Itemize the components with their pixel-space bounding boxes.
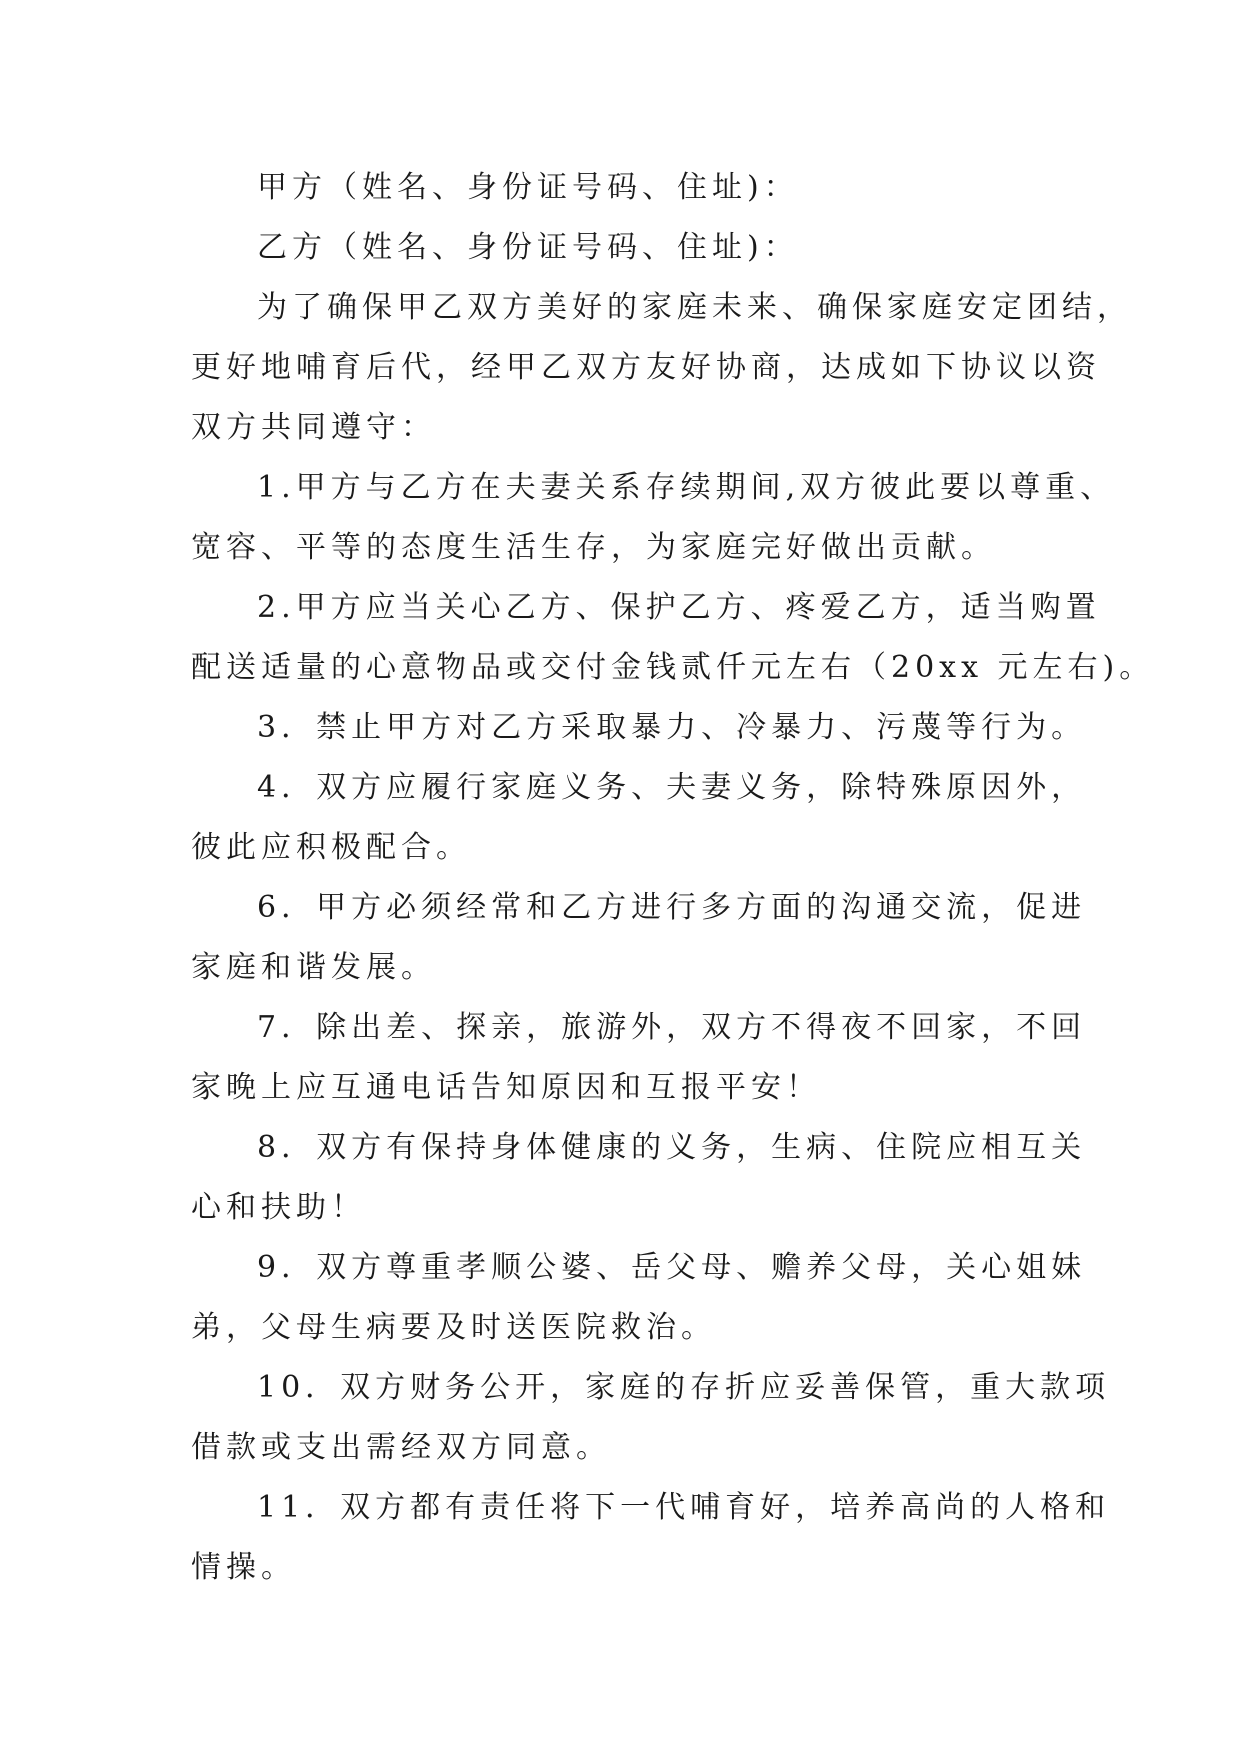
text-line: 11．双方都有责任将下一代哺育好，培养高尚的人格和	[257, 1490, 1111, 1525]
text-line: 10．双方财务公开，家庭的存折应妥善保管，重大款项	[257, 1370, 1111, 1405]
text-line: 借款或支出需经双方同意。	[191, 1430, 611, 1465]
text-line: 8．双方有保持身体健康的义务，生病、住院应相互关	[257, 1130, 1087, 1165]
text-line: 家庭和谐发展。	[191, 950, 436, 985]
text-line: 彼此应积极配合。	[191, 830, 471, 865]
text-line: 3．禁止甲方对乙方采取暴力、冷暴力、污蔑等行为。	[257, 710, 1087, 745]
text-line: 配送适量的心意物品或交付金钱贰仟元左右（20xx 元左右)。	[191, 650, 1155, 685]
text-line: 2.甲方应当关心乙方、保护乙方、疼爱乙方，适当购置	[257, 590, 1101, 625]
text-line: 1.甲方与乙方在夫妻关系存续期间,双方彼此要以尊重、	[257, 470, 1116, 505]
text-line: 家晚上应互通电话告知原因和互报平安！	[191, 1070, 821, 1105]
text-line: 甲方（姓名、身份证号码、住址)：	[257, 170, 799, 205]
agreement-body	[191, 158, 1155, 1598]
text-line: 7．除出差、探亲，旅游外，双方不得夜不回家，不回	[257, 1010, 1087, 1045]
text-line: 更好地哺育后代，经甲乙双方友好协商，达成如下协议以资	[191, 350, 1101, 385]
text-line: 9．双方尊重孝顺公婆、岳父母、赡养父母，关心姐妹	[257, 1250, 1087, 1285]
text-line: 为了确保甲乙双方美好的家庭未来、确保家庭安定团结，	[257, 290, 1132, 325]
text-line: 宽容、平等的态度生活生存，为家庭完好做出贡献。	[191, 530, 996, 565]
text-line: 乙方（姓名、身份证号码、住址)：	[257, 230, 799, 265]
text-line: 4．双方应履行家庭义务、夫妻义务，除特殊原因外，	[257, 770, 1087, 805]
text-line: 双方共同遵守：	[191, 410, 436, 445]
text-line: 6．甲方必须经常和乙方进行多方面的沟通交流，促进	[257, 890, 1087, 925]
text-line: 心和扶助！	[191, 1190, 366, 1225]
text-line: 情操。	[191, 1550, 296, 1585]
text-line: 弟，父母生病要及时送医院救治。	[191, 1310, 716, 1345]
